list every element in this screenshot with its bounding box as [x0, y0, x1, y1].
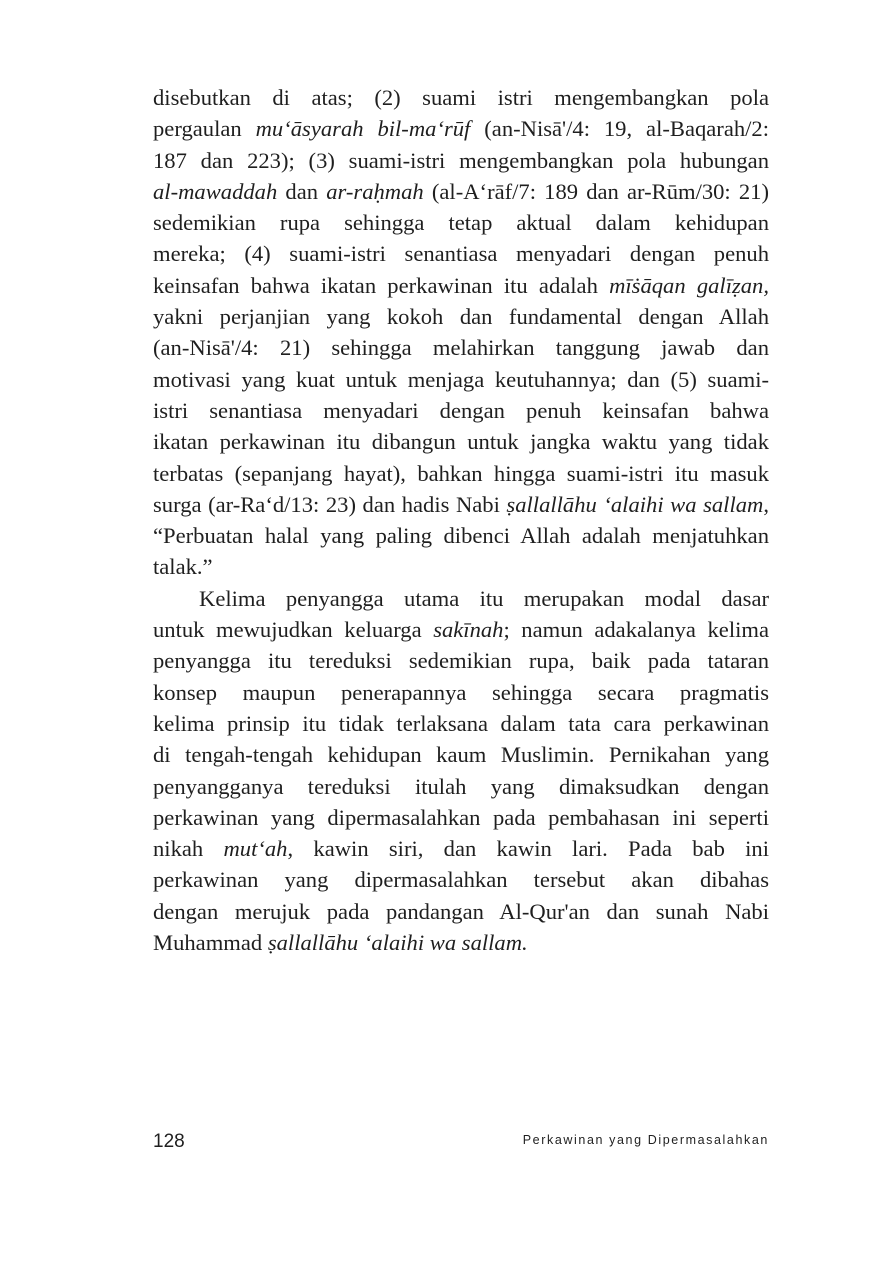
text-segment: motivasi yang kuat untuk menjaga keutuhannya; dan (5) suami-: [153, 366, 769, 392]
paragraph: [153, 82, 769, 583]
text-line: [153, 927, 769, 958]
text-segment: (al-A‘rāf/7: 189 dan ar-Rūm/30: 21): [423, 178, 769, 204]
italic-term: mīṡāqan galīẓan,: [609, 272, 769, 298]
italic-term: mut‘ah: [223, 836, 288, 862]
text-line: [153, 113, 769, 144]
text-line: [153, 896, 769, 927]
italic-term: al-mawaddah: [153, 178, 278, 204]
text-line: [153, 176, 769, 207]
text-line: [153, 833, 769, 864]
text-line: [153, 426, 769, 457]
text-line: [153, 583, 769, 614]
text-segment: mereka; (4) suami-istri senantiasa menyadari dengan penuh: [153, 241, 769, 267]
text-segment: terbatas (sepanjang hayat), bahkan hingga suami-istri itu masuk: [153, 460, 769, 486]
text-line: [153, 332, 769, 363]
text-line: [153, 301, 769, 332]
text-line: [153, 395, 769, 426]
text-line: [153, 364, 769, 395]
text-segment: keinsafan bahwa ikatan perkawinan itu adalah: [153, 272, 610, 298]
text-segment: di tengah-tengah kehidupan kaum Muslimin. Pernikahan yang: [153, 742, 769, 768]
text-line: [153, 458, 769, 489]
text-segment: yakni perjanjian yang kokoh dan fundamental dengan Allah: [153, 304, 769, 330]
text-line: [153, 739, 769, 770]
text-segment: istri senantiasa menyadari dengan penuh keinsafan bahwa: [153, 397, 769, 423]
text-segment: dan: [277, 178, 327, 204]
text-segment: disebutkan di atas; (2) suami istri mengembangkan pola: [153, 85, 769, 110]
text-segment: (an-Nisā'/4: 19, al-Baqarah/2:: [470, 116, 769, 142]
text-line: [153, 645, 769, 676]
text-segment: nikah: [153, 836, 224, 862]
text-segment: pergaulan: [153, 116, 256, 142]
text-line: [153, 864, 769, 895]
text-segment: perkawinan yang dipermasalahkan tersebut akan dibahas: [153, 867, 769, 893]
text-segment: kelima prinsip itu tidak terlaksana dalam tata cara perkawinan: [153, 710, 769, 736]
text-line: [153, 614, 769, 645]
text-segment: Kelima penyangga utama itu merupakan modal dasar: [199, 585, 769, 611]
text-segment: ,: [763, 491, 769, 517]
italic-term: ṣallallāhu ‘alaihi wa sallam: [506, 491, 764, 517]
text-line: [153, 520, 769, 551]
text-line: [153, 489, 769, 520]
text-segment: ikatan perkawinan itu dibangun untuk jangka waktu yang tidak: [153, 429, 769, 455]
text-segment: penyangganya tereduksi itulah yang dimaksudkan dengan: [153, 773, 769, 799]
text-line: [153, 238, 769, 269]
text-line: [153, 677, 769, 708]
text-line: [153, 145, 769, 176]
italic-term: ar-raḥmah: [326, 178, 424, 204]
text-segment: surga (ar-Ra‘d/13: 23) dan hadis Nabi: [153, 491, 507, 517]
text-segment: sedemikian rupa sehingga tetap aktual dalam kehidupan: [153, 210, 769, 236]
text-line: [153, 802, 769, 833]
paragraph: [153, 583, 769, 959]
running-title: Perkawinan yang Dipermasalahkan: [522, 1133, 769, 1147]
text-segment: untuk mewujudkan keluarga: [153, 617, 434, 643]
text-line: [153, 207, 769, 238]
italic-term: ṣallallāhu ‘alaihi wa sallam.: [267, 930, 528, 956]
italic-term: mu‘āsyarah bil-ma‘rūf: [255, 116, 471, 142]
text-segment: dengan merujuk pada pandangan Al-Qur'an dan sunah Nabi: [153, 898, 769, 924]
text-line: [153, 708, 769, 739]
italic-term: sakīnah: [433, 617, 504, 643]
text-line: [153, 270, 769, 301]
text-segment: (an-Nisā'/4: 21) sehingga melahirkan tanggung jawab dan: [153, 335, 769, 361]
text-line: [153, 82, 769, 113]
text-segment: perkawinan yang dipermasalahkan pada pembahasan ini seperti: [153, 804, 769, 830]
body-text: [153, 82, 769, 958]
text-segment: 187 dan 223); (3) suami-istri mengembangkan pola hubungan: [153, 147, 769, 173]
text-line: [153, 551, 769, 582]
text-segment: ; namun adakalanya kelima: [503, 617, 769, 643]
text-segment: , kawin siri, dan kawin lari. Pada bab ini: [287, 836, 769, 862]
text-line: [153, 771, 769, 802]
text-segment: Muhammad: [153, 930, 268, 956]
page-number: 128: [153, 1131, 185, 1152]
text-segment: penyangga itu tereduksi sedemikian rupa, baik pada tataran: [153, 648, 769, 674]
text-segment: “Perbuatan halal yang paling dibenci Allah adalah menjatuhkan: [153, 523, 769, 549]
text-segment: konsep maupun penerapannya sehingga secara pragmatis: [153, 679, 769, 705]
text-segment: talak.”: [153, 554, 213, 580]
